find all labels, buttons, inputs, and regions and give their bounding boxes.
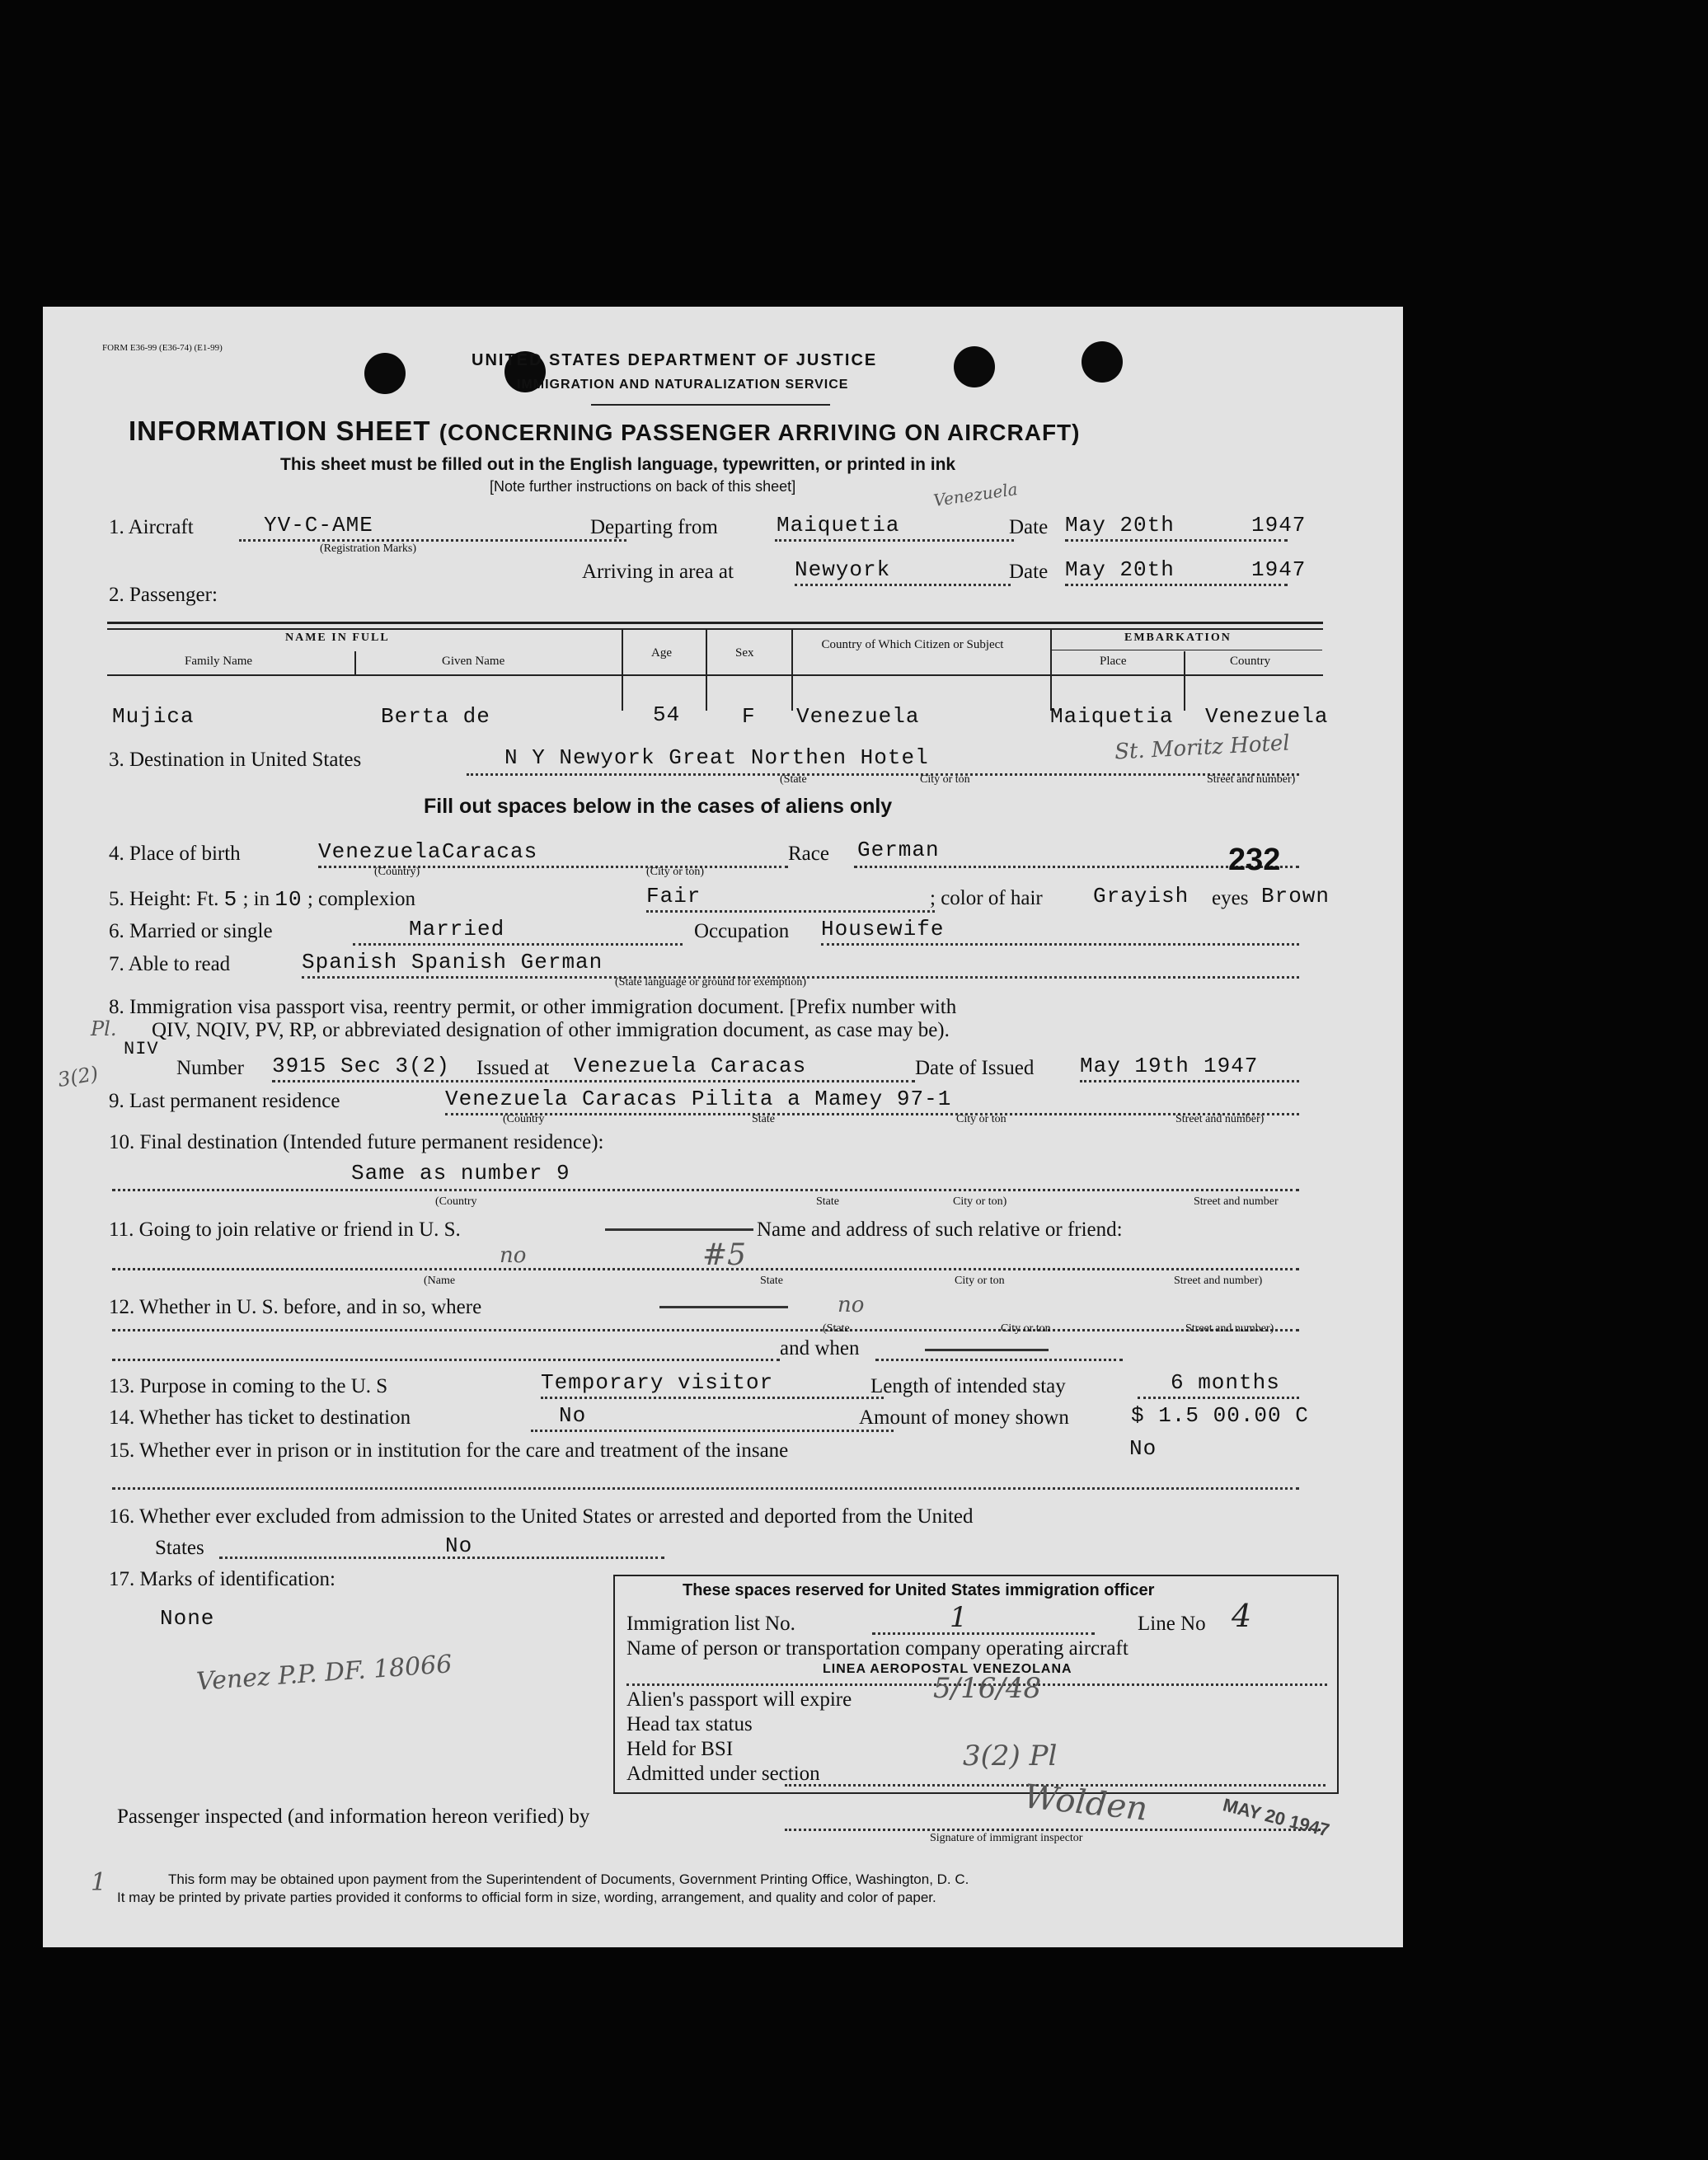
visa-text-line1: 8. Immigration visa passport visa, reentry permit, or other immigration document. [Prefix number with [109,996,957,1018]
immigration-list-label: Immigration list No. [626,1613,795,1635]
inspection-label: Passenger inspected (and information hereon verified) by [117,1805,590,1828]
line-number-label: Line No [1138,1613,1206,1635]
inspector-signature: Wolden [1022,1777,1150,1829]
residence-label: 9. Last permanent residence [109,1090,340,1112]
when-label: and when [780,1337,860,1359]
table-top-rule [107,622,1323,624]
height-ft-value: 5 [223,887,238,912]
passenger-given-name: Berta de [381,704,490,729]
passenger-citizenship: Venezuela [796,704,920,729]
header-country-citizen: Country of Which Citizen or Subject [821,638,1004,651]
header-name-in-full: NAME IN FULL [285,632,390,644]
complexion-label: ; complexion [307,888,416,910]
passenger-sex: F [742,704,756,729]
residence-caption-country: (Country [503,1113,545,1125]
arrive-year-value: 1947 [1251,557,1307,582]
destination-label: 3. Destination in United States [109,749,362,771]
header-sex: Sex [735,646,754,660]
dotted-line [112,1359,780,1361]
dotted-line [541,1397,884,1399]
dotted-line [353,943,683,946]
dotted-line [872,1632,1095,1635]
depart-year-value: 1947 [1251,513,1307,538]
join-caption-street: Street and number) [1174,1275,1263,1287]
header-age: Age [651,646,672,660]
handwritten-passport-note: Venez P.P. DF. 18066 [195,1650,453,1697]
residence-caption-state: State [752,1113,775,1125]
dotted-line [1065,539,1288,542]
purpose-value: Temporary visitor [541,1370,774,1395]
eyes-value: Brown [1261,884,1330,909]
table-col-divider [622,628,623,711]
stay-length-value: 6 months [1171,1370,1280,1395]
height-ft-label: 5. Height: Ft. [109,888,219,910]
margin-mark: 1 [91,1868,107,1897]
join-caption-state: State [760,1275,783,1287]
complexion-value: Fair [646,884,702,909]
dotted-line [775,539,1014,542]
identification-label: 17. Marks of identification: [109,1568,336,1590]
read-value: Spanish Spanish German [302,950,603,974]
residence-caption-street: Street and number) [1175,1113,1265,1125]
ticket-label: 14. Whether has ticket to destination [109,1406,411,1429]
join-relative-mid: Name and address of such relative or friend: [757,1219,1123,1241]
back-note: [Note further instructions on back of this sheet] [490,478,796,495]
admitted-section-label: Admitted under section [626,1763,820,1785]
passenger-family-name: Mujica [112,704,195,729]
height-in-value: 10 [274,887,303,912]
table-col-divider [1184,651,1185,711]
prison-label: 15. Whether ever in prison or in institution for the care and treatment of the insane [109,1439,789,1462]
title-main: INFORMATION SHEET [129,416,431,446]
dotted-line [112,1189,1299,1191]
join-relative-strike [605,1228,753,1231]
form-number: FORM E36-99 (E36-74) (E1-99) [102,343,223,353]
stay-length-label: Length of intended stay [870,1375,1066,1397]
join-caption-city: City or ton [955,1275,1005,1287]
passenger-age: 54 [653,702,681,727]
race-label: Race [788,843,829,865]
destination-caption-street: Street and number) [1207,773,1296,786]
dotted-line [445,1113,1299,1115]
visa-number-value: 3915 Sec 3(2) [272,1054,450,1078]
form-sheet [43,307,1403,1947]
final-destination-value: Same as number 9 [351,1161,570,1186]
previous-caption-street: Street and number) [1185,1322,1274,1335]
handwritten-country-note: Venezuela [931,478,1019,511]
passport-expire-value: 5/16/48 [933,1672,1042,1705]
title-paren: (CONCERNING PASSENGER ARRIVING ON AIRCRAFT) [439,420,1081,445]
height-label [109,887,415,912]
admitted-section-value: 3(2) Pl [963,1740,1058,1773]
destination-caption-state: (State [780,773,807,786]
operator-value: LINEA AEROPOSTAL VENEZOLANA [823,1662,1072,1676]
embarkation-country: Venezuela [1205,704,1329,729]
immigration-list-value: 1 [950,1601,968,1634]
table-col-divider [1050,628,1052,711]
previous-caption-city: City or ton [1001,1322,1051,1335]
visa-text-line2: QIV, NQIV, PV, RP, or abbreviated designation of other immigration document, as case may be). [152,1019,950,1041]
handwritten-hotel: St. Moritz Hotel [1114,730,1291,765]
occupation-value: Housewife [821,917,945,941]
dotted-line [219,1557,664,1559]
dotted-line [112,1329,1299,1331]
dotted-line [272,1080,915,1082]
hair-value: Grayish [1093,884,1190,909]
previous-visit-strike [659,1306,788,1308]
dotted-line [112,1487,1299,1490]
occupation-label: Occupation [694,920,790,942]
aircraft-label: 1. Aircraft [109,516,194,538]
join-caption-name: (Name [424,1275,456,1287]
marital-value: Married [409,917,505,941]
punch-hole [364,353,406,394]
when-strike [925,1349,1049,1351]
ticket-value: No [559,1403,587,1428]
table-second-rule [107,628,1323,630]
officer-box-title: These spaces reserved for United States immigration officer [683,1581,1155,1599]
punch-hole [1082,341,1123,383]
departing-label: Departing from [590,516,718,538]
destination-caption-city: City or ton [920,773,970,786]
head-tax-label: Head tax status [626,1713,753,1735]
language-instruction: This sheet must be filled out in the English language, typewritten, or printed in ink [280,455,956,474]
header-country: Country [1230,655,1271,668]
excluded-label-line2: States [155,1537,204,1559]
excluded-value: No [445,1533,473,1558]
prison-value: No [1129,1436,1157,1461]
dotted-line [785,1829,1321,1831]
residence-caption-city: City or ton [956,1113,1006,1125]
eyes-label: eyes [1212,887,1249,909]
purpose-label: 13. Purpose in coming to the U. S [109,1375,388,1397]
registration-caption: (Registration Marks) [320,542,417,555]
dotted-line [112,1268,1299,1270]
join-relative-label: 11. Going to join relative or friend in U. S. [109,1219,461,1241]
handwritten-no-previous: no [838,1293,865,1317]
previous-caption-state: (State [823,1322,850,1335]
birthplace-label: 4. Place of birth [109,843,241,865]
arrive-date-label: Date [1009,561,1049,583]
handwritten-margin-pl: Pl. [91,1017,117,1040]
birth-country: Venezuela [318,839,442,864]
table-col-divider [706,628,707,711]
dotted-line [646,910,935,913]
visa-prefix: NIV [124,1039,159,1059]
aircraft-value: YV-C-AME [264,513,373,538]
footer-line-2: It may be printed by private parties provided it conforms to official form in size, wording, arrangement, and quality and color of paper. [117,1890,936,1905]
date-stamp: MAY 20 1947 [1221,1794,1332,1841]
dotted-line [1138,1397,1299,1399]
table-col-divider [791,628,793,711]
height-in-label: ; in [242,888,270,910]
final-destination-label: 10. Final destination (Intended future permanent residence): [109,1131,604,1153]
page-title [129,416,1080,447]
line-number-value: 4 [1232,1598,1252,1634]
table-header-bottom-rule [107,674,1323,676]
final-caption-city: City or ton) [953,1195,1007,1208]
issued-at-value: Venezuela Caracas [574,1054,807,1078]
issue-year-value: 1947 [1204,1054,1259,1078]
dotted-line [239,539,626,542]
header-rule [591,404,830,406]
departing-value: Maiquetia [777,513,900,538]
final-caption-state: State [816,1195,839,1208]
depart-date-label: Date [1009,516,1049,538]
embarkation-place: Maiquetia [1050,704,1174,729]
money-value: $ 1.5 00.00 C [1131,1403,1309,1428]
money-label: Amount of money shown [859,1406,1069,1429]
header-embarkation: EMBARKATION [1124,632,1232,644]
footer-line-1: This form may be obtained upon payment from the Superintendent of Documents, Government Printing Office, Washington, D. C. [168,1871,969,1887]
final-caption-street: Street and number [1194,1195,1279,1208]
depart-date-value: May 20th [1065,513,1175,538]
dotted-line [795,584,1011,586]
header-family-name: Family Name [185,655,253,668]
stamp-number: 232 [1228,843,1281,877]
arrive-date-value: May 20th [1065,557,1175,582]
dotted-line [821,943,1299,946]
handwritten-ref: #5 [702,1238,747,1272]
read-label: 7. Able to read [109,953,231,975]
excluded-label: 16. Whether ever excluded from admission to the United States or arrested and deported from the United [109,1505,974,1528]
dotted-line [1065,584,1288,586]
arriving-label: Arriving in area at [582,561,734,583]
destination-value: N Y Newyork Great Northen Hotel [504,745,929,770]
passenger-label: 2. Passenger: [109,584,218,606]
passport-expire-label: Alien's passport will expire [626,1688,852,1711]
marital-label: 6. Married or single [109,920,273,942]
read-caption: (State language or ground for exemption) [615,976,807,988]
table-col-divider [354,651,356,674]
operator-label: Name of person or transportation company operating aircraft [626,1637,1128,1660]
service-name: IMMIGRATION AND NATURALIZATION SERVICE [517,378,849,392]
dotted-line [467,773,1299,776]
birth-caption-city: (City or ton) [646,866,704,878]
final-caption-country: (Country [435,1195,477,1208]
visa-number-label: Number [176,1057,244,1079]
dotted-line [875,1359,1123,1361]
previous-visit-label: 12. Whether in U. S. before, and in so, where [109,1296,482,1318]
birth-city: Caracas [442,839,538,864]
dotted-line [1080,1080,1299,1082]
bsi-label: Held for BSI [626,1738,734,1760]
handwritten-margin-section: 3(2) [55,1061,101,1092]
issue-date-value: May 19th [1080,1054,1190,1078]
residence-value: Venezuela Caracas Pilita a Mamey 97-1 [445,1087,952,1111]
agency-name: UNITED STATES DEPARTMENT OF JUSTICE [472,351,878,369]
header-place: Place [1100,655,1127,668]
race-value: German [857,838,940,862]
issued-at-label: Issued at [476,1057,550,1079]
identification-value: None [160,1606,215,1631]
arriving-value: Newyork [795,557,891,582]
hair-label: ; color of hair [930,887,1043,909]
punch-hole [954,346,995,387]
dotted-line [531,1430,894,1432]
signature-caption: Signature of immigrant inspector [930,1832,1083,1844]
header-given-name: Given Name [442,655,505,668]
birth-caption-country: (Country) [374,866,420,878]
issue-date-label: Date of Issued [915,1057,1035,1079]
aliens-heading: Fill out spaces below in the cases of aliens only [424,795,893,818]
handwritten-no: no [500,1243,527,1268]
